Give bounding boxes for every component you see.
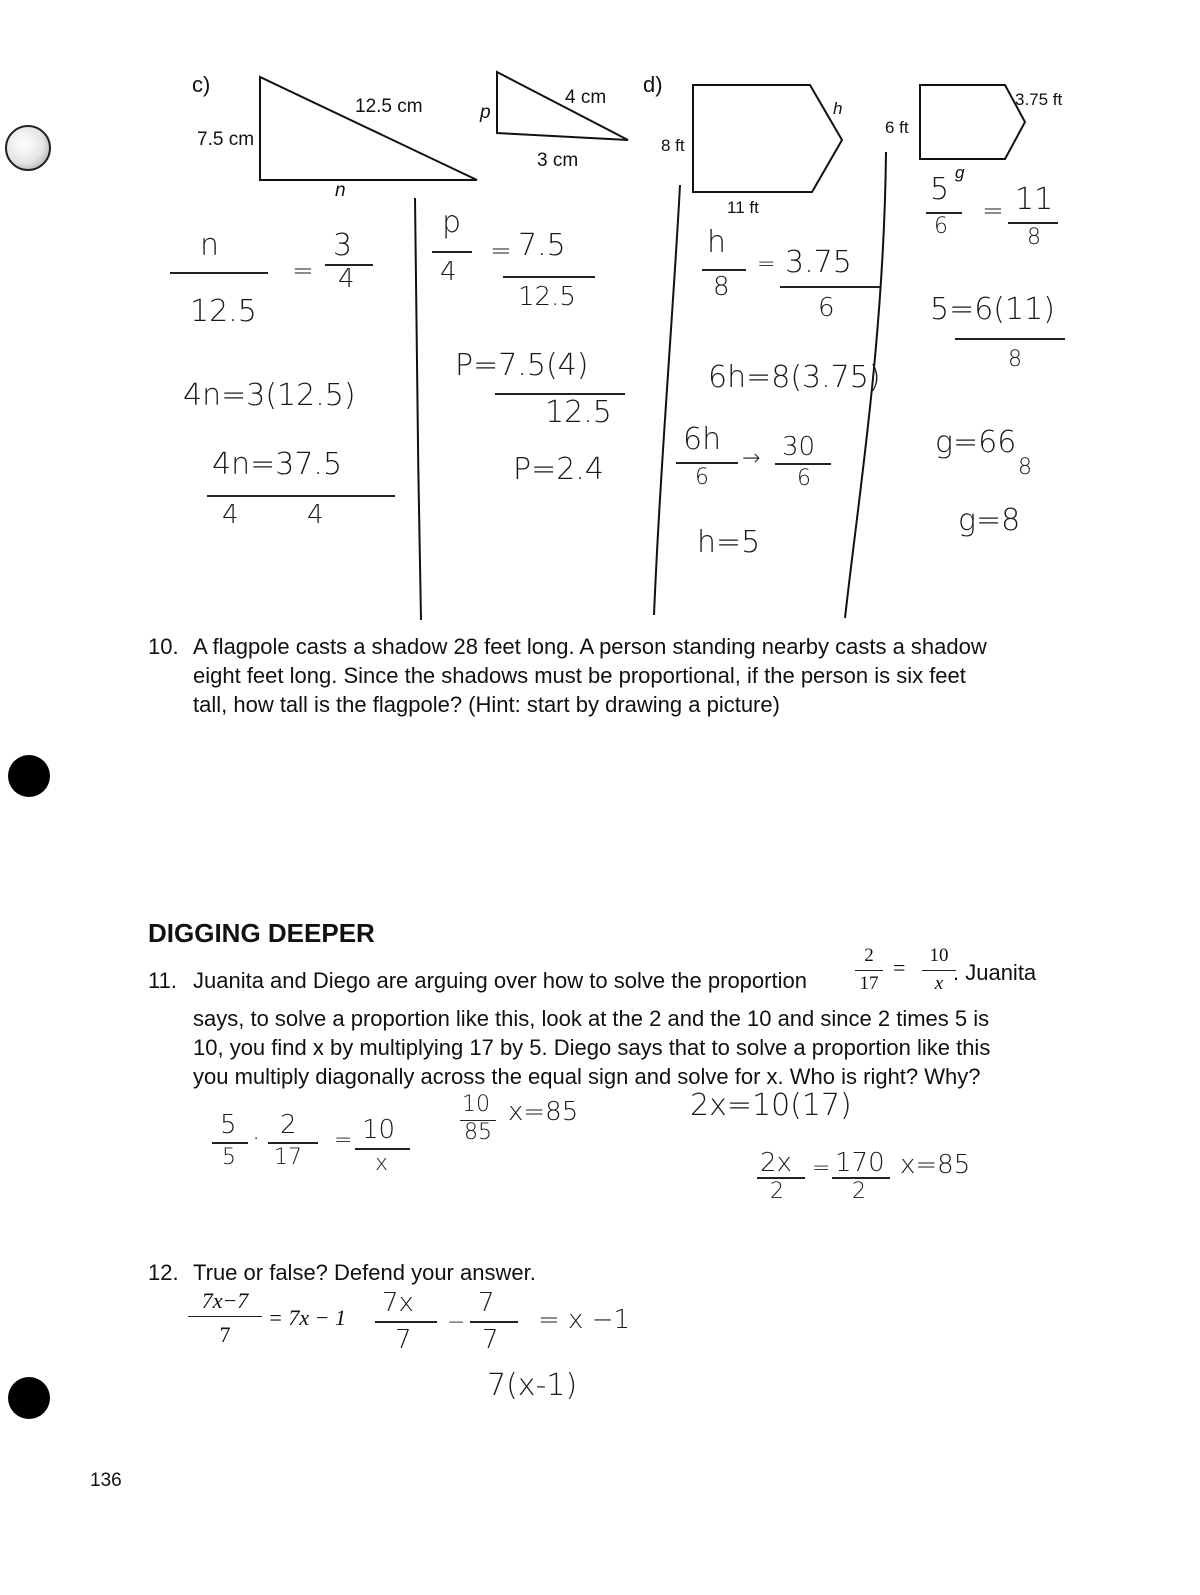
big-pentagon-left-side: 8 ft (661, 136, 685, 155)
work-11-diego-170: 170 (835, 1148, 885, 1178)
work-h-divide-denominator: 6 (695, 465, 709, 490)
work-p-answer: P=2.4 (513, 452, 604, 487)
problem-11-line-1: Juanita and Diego are arguing over how to solve the proportion (193, 968, 807, 993)
work-11-diego-equals: = (812, 1156, 831, 1181)
problem-11-number: 11. (148, 968, 177, 993)
proportion-left-numerator: 2 (864, 945, 874, 966)
expression-rhs: = 7x − 1 (268, 1305, 346, 1330)
work-11-ten: 10 (462, 1092, 490, 1117)
work-n-rhs-denominator: 4 (338, 264, 355, 294)
proportion-equals: = (893, 955, 906, 980)
problem-11-line-2: says, to solve a proportion like this, look at the 2 and the 10 and since 2 times 5 is (193, 1006, 990, 1031)
section-heading: DIGGING DEEPER (148, 918, 375, 948)
problem-12-text: True or false? Defend your answer. (193, 1260, 536, 1285)
work-11-five-numerator: 5 (220, 1110, 237, 1140)
work-11-x-equals-85-b: x=85 (900, 1150, 971, 1180)
work-11-x-denominator: x (375, 1151, 389, 1176)
work-h-denominator: 8 (713, 272, 730, 302)
work-p-bar (432, 251, 472, 253)
work-h-answer: h=5 (697, 525, 761, 560)
work-g-answer: g=8 (958, 503, 1021, 538)
work-g-rhs-denominator: 8 (1027, 225, 1041, 250)
small-pentagon-bottom: g (955, 163, 965, 182)
work-h-divide-rhs-denominator: 6 (797, 466, 811, 491)
work-n-cross-multiply: 4n=3(12.5) (183, 378, 356, 413)
work-g-denominator: 6 (934, 214, 948, 239)
work-n-equals: = (292, 256, 314, 286)
work-g-equals: = (982, 196, 1004, 226)
small-pentagon-slant-side: 3.75 ft (1015, 90, 1063, 109)
big-triangle-left-side: 7.5 cm (197, 129, 255, 150)
proportion-left-bar (855, 970, 883, 971)
work-p-cross-multiply: P=7.5(4) (455, 348, 589, 383)
part-c-label: c) (192, 72, 211, 97)
work-11-two-bar (268, 1142, 318, 1144)
work-g-quotient-denominator: 8 (1018, 455, 1032, 480)
work-12-factored: 7(x-1) (487, 1368, 578, 1403)
work-p-rhs-bar (503, 276, 595, 278)
binder-hole-middle (8, 755, 50, 797)
work-11-equals: = (334, 1128, 353, 1153)
divider-line-1 (415, 198, 421, 620)
work-h-rhs-bar (780, 286, 880, 288)
proportion-right-denominator: x (934, 973, 944, 994)
work-p-denominator: 4 (440, 257, 457, 287)
small-triangle-shape (497, 72, 628, 140)
work-h-arrow: → (742, 446, 761, 471)
big-triangle-bottom: n (335, 180, 346, 201)
page-number: 136 (90, 1470, 122, 1491)
work-11-eighty-five: 85 (464, 1120, 492, 1145)
expression-numerator: 7x−7 (201, 1288, 249, 1313)
work-11-five-denominator: 5 (222, 1145, 236, 1170)
work-h-divide-numerator: 6h (683, 422, 722, 457)
work-11-diego-170-denominator: 2 (852, 1179, 866, 1204)
work-g-rhs-numerator: 11 (1015, 182, 1054, 217)
work-h-cross-multiply: 6h=8(3.75) (708, 360, 881, 395)
small-triangle-bottom: 3 cm (537, 150, 579, 171)
work-11-diego-2x: 2x (760, 1148, 792, 1178)
problem-10-number: 10. (148, 634, 179, 659)
work-12-seven-bar (470, 1321, 518, 1323)
work-g-quotient: g=66 (935, 425, 1017, 460)
big-pentagon-shape (693, 85, 842, 192)
work-12-minus: − (447, 1310, 466, 1335)
expression-bar (188, 1316, 262, 1317)
problem-10-line-1: A flagpole casts a shadow 28 feet long. A person standing nearby casts a shadow (193, 634, 987, 659)
big-pentagon-slant-side: h (833, 99, 843, 118)
work-12-7x-bar (375, 1321, 437, 1323)
work-n-numerator: n (200, 228, 220, 263)
work-12-seven: 7 (478, 1288, 495, 1318)
work-n-divide-bar (207, 495, 395, 497)
work-h-divide-bar (676, 462, 738, 464)
divider-line-2 (654, 185, 680, 615)
work-11-five-bar (212, 1142, 248, 1144)
proportion-left-denominator: 17 (859, 973, 879, 994)
proportion-right-numerator: 10 (929, 945, 949, 966)
work-h-rhs-numerator: 3.75 (785, 245, 852, 280)
work-p-rhs-denominator: 12.5 (518, 282, 576, 312)
problem-10-line-3: tall, how tall is the flagpole? (Hint: start by drawing a picture) (193, 692, 780, 717)
small-triangle-top: 4 cm (565, 87, 607, 108)
work-n-divide-left: 4 (222, 500, 239, 530)
work-12-7x: 7x (382, 1288, 414, 1318)
work-g-rhs-bar (1008, 222, 1058, 224)
work-n-denominator: 12.5 (190, 294, 257, 329)
work-11-diego-cross-multiply: 2x=10(17) (690, 1088, 852, 1123)
work-n-fraction-bar (170, 272, 268, 274)
big-triangle-shape (260, 77, 477, 180)
work-h-divide-rhs-numerator: 30 (782, 432, 816, 462)
work-11-two-numerator: 2 (280, 1110, 297, 1140)
work-11-ten-bar (355, 1148, 410, 1150)
work-g-divide-denominator: 8 (1008, 347, 1022, 372)
problem-11-line-4: you multiply diagonally across the equal sign and solve for x. Who is right? Why? (193, 1064, 981, 1089)
work-h-equals: = (757, 252, 776, 277)
work-11-diego-2x-denominator: 2 (770, 1179, 784, 1204)
problem-11-line-1-end: . Juanita (953, 960, 1037, 985)
binder-hole-bottom (8, 1377, 50, 1419)
big-pentagon-bottom: 11 ft (727, 198, 759, 217)
problem-12-number: 12. (148, 1260, 179, 1285)
work-11-ten-numerator: 10 (362, 1115, 396, 1145)
work-n-rhs-numerator: 3 (333, 228, 353, 263)
work-p-numerator: p (442, 205, 462, 240)
work-p-rhs-numerator: 7.5 (518, 228, 566, 263)
work-h-rhs-denominator: 6 (818, 293, 835, 323)
work-11-two-denominator: 17 (274, 1145, 302, 1170)
work-n-simplified: 4n=37.5 (212, 447, 343, 482)
work-p-divide-denominator: 12.5 (545, 395, 612, 430)
work-g-divide-bar (955, 338, 1065, 340)
problem-11-line-3: 10, you find x by multiplying 17 by 5. Diego says that to solve a proportion like this (193, 1035, 991, 1060)
big-triangle-hypotenuse: 12.5 cm (355, 96, 423, 117)
problem-10-line-2: eight feet long. Since the shadows must be proportional, if the person is six feet (193, 663, 966, 688)
small-pentagon-shape (920, 85, 1025, 159)
work-11-dot: · (252, 1124, 261, 1154)
work-g-cross-multiply: 5=6(11) (930, 292, 1055, 327)
expression-denominator: 7 (219, 1322, 231, 1347)
work-11-x-equals-85-a: x=85 (508, 1097, 579, 1127)
proportion-right-bar (922, 970, 956, 971)
small-triangle-left-side: p (480, 102, 491, 123)
work-12-7x-denominator: 7 (395, 1325, 412, 1355)
work-h-numerator: h (707, 225, 727, 260)
work-12-seven-denominator: 7 (482, 1325, 499, 1355)
small-pentagon-left-side: 6 ft (885, 118, 909, 137)
work-12-result: = x −1 (538, 1305, 631, 1335)
work-h-bar (702, 269, 746, 271)
work-g-numerator: 5 (930, 172, 950, 207)
part-d-label: d) (643, 72, 663, 97)
work-n-divide-right: 4 (307, 500, 324, 530)
work-h-divide-rhs-bar (775, 463, 831, 465)
work-p-equals: = (490, 236, 512, 266)
